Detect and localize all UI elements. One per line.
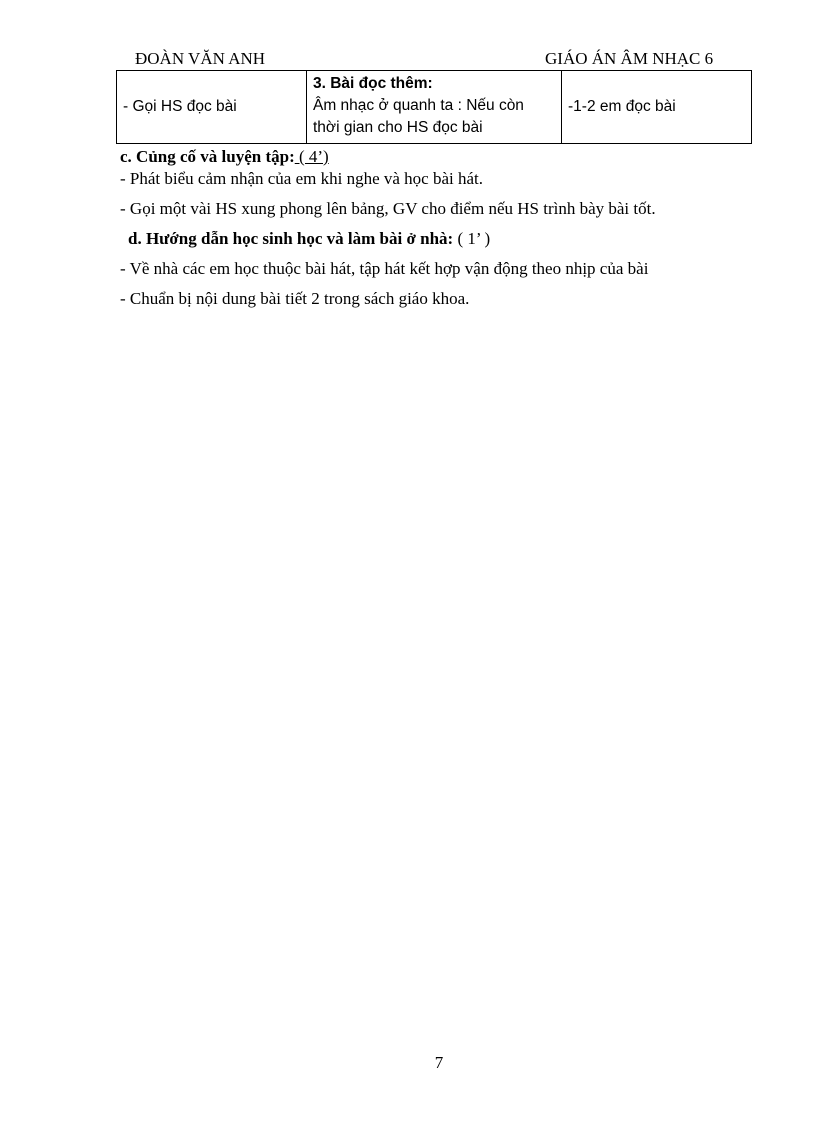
section-c-item-2: - Gọi một vài HS xung phong lên bảng, GV cho điểm nếu HS trình bày bài tốt. [120,199,656,218]
section-d-item-1: - Về nhà các em học thuộc bài hát, tập hát kết hợp vận động theo nhịp của bài [120,259,649,278]
table-row [117,71,752,144]
teacher-activity-cell: - Gọi HS đọc bài [117,71,307,144]
header-author: ĐOÀN VĂN ANH [135,49,266,68]
header-document-title: GIÁO ÁN ÂM NHẠC 6 [545,49,714,68]
section-d-time: ( 1’ ) [453,229,491,248]
lesson-activity-table [116,70,752,144]
section-d-item-2: - Chuẩn bị nội dung bài tiết 2 trong sách giáo khoa. [120,289,470,308]
section-c-item-1: - Phát biểu cảm nhận của em khi nghe và học bài hát. [120,169,484,188]
section-d-heading-line [128,229,490,249]
section-d-heading: d. Hướng dẫn học sinh học và làm bài ở nhà: [128,229,454,248]
section-c-heading: c. Củng cố và luyện tập: [120,147,295,166]
content-line-2: thời gian cho HS đọc bài [313,119,483,136]
content-heading: 3. Bài đọc thêm: [313,75,433,92]
section-c-time: ( 4’) [294,147,329,166]
page-number: 7 [434,1053,444,1072]
section-c-heading-line [120,147,329,167]
page-header [0,49,816,71]
student-activity-cell: -1-2 em đọc bài [562,71,752,144]
lesson-content-cell [307,71,562,144]
content-line-1: Âm nhạc ở quanh ta : Nếu còn [313,97,524,114]
